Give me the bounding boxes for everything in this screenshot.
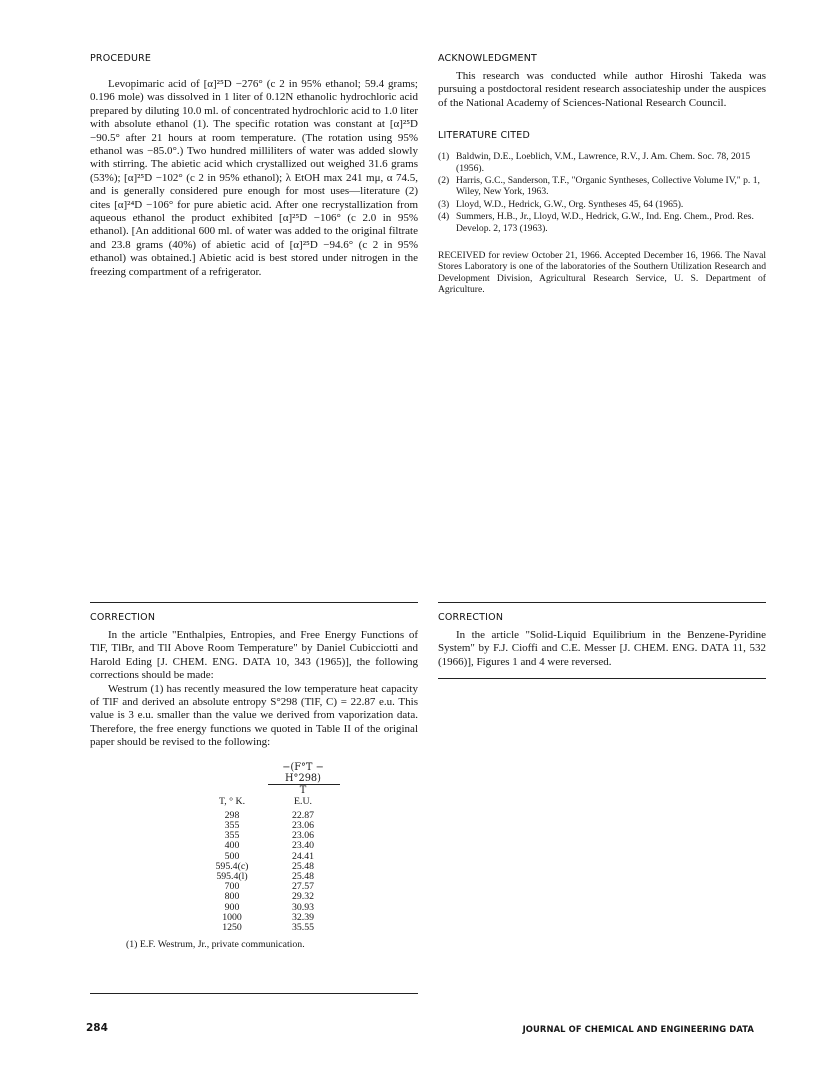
- data-table: [196, 797, 338, 934]
- table-row: 355 23.06: [224, 830, 315, 842]
- table-row: 298 22.87: [224, 809, 315, 821]
- table-row: 800 29.32: [224, 891, 315, 903]
- divider-right-top: [438, 602, 766, 603]
- table-row: 1250 35.55: [222, 922, 315, 934]
- procedure-text: Levopimaric acid of [α]²⁵D −276° (c 2 in 95% ethanol; 59.4 grams; 0.196 mole) was dissolved in 1 liter of 0.12N ethanolic hydrochloric acid prepared by diluting 10.0 ml. of concentrated hydrochloric acid to 1.0 liter with absolute ethanol (1). The specific rotation was constant at [α]²⁵D −90.5° after 21 hours at room temperature. (The rotation using 95% ethanol was −85.0°.) Two hundred milliliters of water was added slowly with stirring. The abietic acid which crystallized out weighed 31.6 grams (53%); [α]²⁵D −102° (c 2 in 95% ethanol); λ EtOH max 241 mμ, α 74.5, and is generally considered pure enough for most uses—literature (2) cites [α]²⁴D −106° for pure abietic acid. After one recrystallization from aqueous ethanol the product exhibited [α]²⁵D −106° (c 2.0 in 95% ethanol). [An additional 600 ml. of water was added to the original filtrate and 23.8 grams (40%) of abietic acid of [α]²⁵D −94.6° (c 2 in 95% ethanol) was obtained.] Abietic acid is best stored under nitrogen in the freezing compartment of a refrigerator.: [90, 78, 418, 278]
- table-row: 500 24.41: [224, 850, 315, 862]
- reference-item: (4) Summers, H.B., Jr., Lloyd, W.D., Hedrick, G.W., Ind. Eng. Chem., Prod. Res. Develop. 2, 173 (1963).: [438, 211, 754, 234]
- correction-left-p1: In the article "Enthalpies, Entropies, and Free Energy Functions of TlF, TlBr, and TlI Above Room Temperature" by Daniel Cubicciotti and Harold Eding [J. CHEM. ENG. DATA 10, 343 (1965)], the following corrections should be made:: [90, 629, 418, 682]
- procedure-heading: PROCEDURE: [90, 53, 152, 64]
- reference-item: (3) Lloyd, W.D., Hedrick, G.W., Org. Syntheses 45, 64 (1965).: [438, 198, 684, 210]
- free-energy-table: [196, 762, 338, 934]
- reference-item: (2) Harris, G.C., Sanderson, T.F., "Organic Syntheses, Collective Volume IV," p. 1, Wiley, New York, 1963.: [438, 175, 760, 198]
- correction-right-section: [438, 612, 766, 669]
- literature-heading: LITERATURE CITED: [438, 130, 531, 142]
- procedure-section: [90, 53, 418, 279]
- table-row: 595.4(l) 25.48: [216, 871, 315, 883]
- correction-right-heading: CORRECTION: [438, 612, 504, 623]
- divider-left-bottom: [90, 993, 418, 994]
- divider-right-bottom: [438, 678, 766, 679]
- correction-footnote: (1) E.F. Westrum, Jr., private communication.: [126, 939, 305, 951]
- correction-left-p2: Westrum (1) has recently measured the low temperature heat capacity of TlF and derived an absolute entropy S°298 (TlF, C) = 22.87 e.u. This value is 3 e.u. smaller than the value we derived from vaporization data. Therefore, the free energy functions we quoted in Table II of the original paper should be revised to the following:: [90, 682, 418, 749]
- divider-left-top: [90, 602, 418, 603]
- table-row: 1000 32.39: [222, 911, 315, 923]
- correction-right-text: In the article "Solid-Liquid Equilibrium in the Benzene-Pyridine System" by F.J. Cioffi and C.E. Messer [J. CHEM. ENG. DATA 11, 532 (1966)], Figures 1 and 4 were reversed.: [438, 629, 766, 668]
- table-row: 595.4(c) 25.48: [215, 860, 315, 872]
- col-header-temperature: T, ° K.: [218, 795, 246, 807]
- table-row: 355 23.06: [224, 820, 315, 832]
- correction-left-heading: CORRECTION: [90, 612, 156, 623]
- journal-name: JOURNAL OF CHEMICAL AND ENGINEERING DATA: [522, 1024, 754, 1034]
- received-note: RECEIVED for review October 21, 1966. Accepted December 16, 1966. The Naval Stores Laboratory is one of the laboratories of the Southern Utilization Research and Development Division, Agricultural Research Service, U. S. Department of Agriculture.: [438, 250, 766, 296]
- acknowledgment-heading: ACKNOWLEDGMENT: [438, 53, 538, 64]
- reference-item: (1) Baldwin, D.E., Loeblich, V.M., Lawrence, R.V., J. Am. Chem. Soc. 78, 2015 (1956).: [438, 151, 751, 174]
- acknowledgment-section: [438, 53, 766, 296]
- table-row: 400 23.40: [224, 840, 315, 852]
- table-header-numerator: −(F°T − H°298): [282, 761, 324, 784]
- table-row: 900 30.93: [224, 901, 315, 913]
- table-header-denominator: T: [299, 784, 307, 796]
- col-header-eu: E.U.: [294, 795, 312, 807]
- page-number: 284: [86, 1022, 108, 1034]
- acknowledgment-text: This research was conducted while author Hiroshi Takeda was pursuing a postdoctoral resident research associateship under the auspices of the National Academy of Sciences-National Research Council.: [438, 70, 766, 109]
- table-row: 700 27.57: [224, 881, 315, 893]
- reference-list: [438, 151, 766, 234]
- correction-left-section: [90, 612, 418, 951]
- table-header-row: [196, 797, 338, 811]
